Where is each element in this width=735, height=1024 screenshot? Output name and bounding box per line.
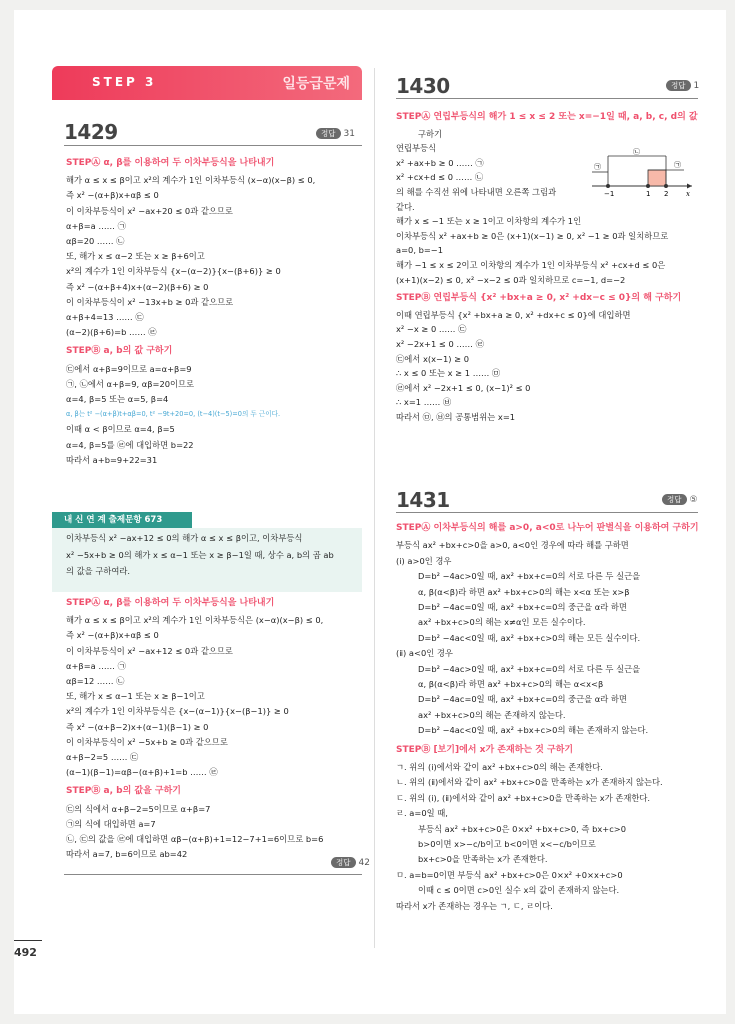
page-number-rule — [14, 940, 42, 941]
text-line: 부등식 ax² +bx+c>0을 a>0, a<0인 경우에 따라 해를 구하면 — [396, 540, 629, 551]
text-line: 즉 x² −(α+β+4)x+(α−2)(β+6) ≥ 0 — [66, 281, 209, 292]
text-line: STEPⒷ 연립부등식 {x² +bx+a ≥ 0, x² +dx−c ≤ 0}의 해 구하기 — [396, 293, 682, 304]
text-line: 따라서 a=7, b=6이므로 ab=42 — [66, 849, 188, 860]
text-line: ㄷ. 위의 (ⅰ), (ⅱ)에서와 같이 ax² +bx+c>0을 만족하는 x가 존재한다. — [396, 792, 651, 803]
text-line: 따라서 a+b=9+22=31 — [66, 454, 158, 465]
region-label: ㉡ — [633, 148, 640, 156]
text-line: STEPⒷ [보기]에서 x가 존재하는 것 구하기 — [396, 744, 574, 755]
text-line: ㉢의 식에서 α+β−2=5이므로 α+β=7 — [66, 803, 211, 814]
text-line: (x+1)(x−2) ≤ 0, x² −x−2 ≤ 0과 일치하므로 c=−1, d=−2 — [396, 274, 626, 285]
text-line: 이 이차부등식이 x² −5x+b ≥ 0과 같으므로 — [66, 736, 228, 747]
answer-badge-673: 정답 42 — [331, 857, 370, 868]
rule — [64, 145, 362, 146]
text-line: ax² +bx+c>0의 해는 x≠α인 모든 실수이다. — [418, 617, 586, 628]
region-label: ㉠ — [674, 161, 681, 169]
problem-number-1430: 1430 — [396, 74, 450, 98]
text-line: x²의 계수가 1인 이차부등식 {x−(α−2)}{x−(β+6)} ≥ 0 — [66, 266, 281, 277]
text-line: α, β는 t² −(α+β)t+αβ=0, t² −9t+20=0, (t−4)(t−5)=0의 두 근이다. — [66, 410, 281, 419]
text-line: 이 이차부등식이 x² −ax+12 ≤ 0과 같으므로 — [66, 645, 233, 656]
tick-label: −1 — [604, 190, 615, 198]
text-line: ㄴ. 위의 (ⅱ)에서와 같이 ax² +bx+c>0을 만족하는 x가 존재하지 않는다. — [396, 777, 663, 788]
text-line: 같다. — [396, 201, 415, 212]
step-label: STEP 3 — [92, 75, 157, 89]
text-line: D=b² −4ac>0일 때, ax² +bx+c=0의 서로 다른 두 실근을 — [418, 571, 641, 582]
text-line: ㉣에서 x² −2x+1 ≤ 0, (x−1)² ≤ 0 — [396, 382, 531, 393]
rule — [396, 512, 698, 513]
text-line: STEPⒶ α, β를 이용하여 두 이차부등식을 나타내기 — [66, 158, 275, 168]
text-line: α, β(α<β)라 하면 ax² +bx+c>0의 해는 x<α 또는 x>β — [418, 586, 630, 597]
text-line: 해가 α ≤ x ≤ β이고 x²의 계수가 1인 이차부등식 (x−α)(x−β) ≤ 0, — [66, 175, 316, 186]
text-line: ∴ x=1 …… ㉥ — [396, 397, 452, 408]
text-line: 의 값을 구하여라. — [66, 566, 131, 576]
text-line: b>0이면 x>−c/b이고 b<0이면 x<−c/b이므로 — [418, 839, 596, 849]
text-line: STEPⒷ a, b의 값 구하기 — [66, 346, 173, 357]
text-line: x² +ax+b ≥ 0 …… ㉠ — [396, 157, 484, 168]
text-line: αβ=20 …… ㉡ — [66, 236, 125, 246]
text-line: 해가 −1 ≤ x ≤ 2이고 이차항의 계수가 1인 이차부등식 x² +cx+d ≤ 0은 — [396, 260, 666, 270]
text-line: 또, 해가 x ≤ α−1 또는 x ≥ β−1이고 — [66, 691, 205, 702]
text-line: ㉠, ㉡에서 α+β=9, αβ=20이므로 — [66, 378, 195, 389]
page-number: 492 — [14, 946, 37, 959]
problem-number-1429: 1429 — [64, 120, 118, 144]
text-line: 해가 α ≤ x ≤ β이고 x²의 계수가 1인 이차부등식은 (x−α)(x−β) ≤ 0, — [66, 615, 324, 626]
text-line: a=0, b=−1 — [396, 245, 444, 256]
tick-label: 2 — [664, 190, 669, 198]
text-line: D=b² −4ac>0일 때, ax² +bx+c=0의 서로 다른 두 실근을 — [418, 663, 641, 674]
text-line: STEPⒶ 이차부등식의 해를 a>0, a<0로 나누어 판별식을 이용하여 구하기 — [396, 523, 699, 533]
text-line: α+β−2=5 …… ㉢ — [66, 752, 139, 762]
text-line: 즉 x² −(α+β−2)x+(α−1)(β−1) ≥ 0 — [66, 721, 209, 732]
number-line-figure — [588, 146, 696, 198]
text-line: 이차부등식 x² +ax+b ≥ 0은 (x+1)(x−1) ≥ 0, x² −1 ≥ 0과 일치하므로 — [396, 230, 669, 241]
text-line: ax² +bx+c>0의 해는 존재하지 않는다. — [418, 709, 566, 720]
text-line: 구하기 — [418, 128, 443, 139]
text-line: 따라서 x가 존재하는 경우는 ㄱ, ㄷ, ㄹ이다. — [396, 900, 553, 911]
text-line: x² −2x+1 ≤ 0 …… ㉣ — [396, 339, 484, 349]
rule — [396, 98, 698, 99]
text-line: 이 이차부등식이 x² −ax+20 ≤ 0과 같으므로 — [66, 205, 233, 216]
step3-banner — [52, 66, 362, 100]
text-line: α+β+4=13 …… ㉢ — [66, 312, 144, 322]
text-line: 이때 연립부등식 {x² +bx+a ≥ 0, x² +dx+c ≤ 0}에 대입하면 — [396, 309, 631, 320]
text-line: x² +cx+d ≤ 0 …… ㉡ — [396, 172, 484, 183]
text-line: (α−2)(β+6)=b …… ㉣ — [66, 327, 157, 338]
answer-badge-1429: 정답 31 — [316, 128, 355, 139]
text-line: ㄹ. a=0일 때, — [396, 808, 448, 819]
text-line: 이차부등식 x² −ax+12 ≤ 0의 해가 α ≤ x ≤ β이고, 이차부등식 — [66, 533, 303, 543]
rule — [64, 874, 362, 875]
text-line: 해가 x ≤ −1 또는 x ≥ 1이고 이차항의 계수가 1인 — [396, 216, 582, 227]
answer-badge-1430: 정답 1 — [666, 80, 699, 91]
text-line: STEPⒶ α, β를 이용하여 두 이차부등식을 나타내기 — [66, 598, 275, 608]
text-line: ㉢에서 x(x−1) ≥ 0 — [396, 353, 469, 364]
text-line: α=4, β=5 또는 α=5, β=4 — [66, 394, 169, 404]
text-line: x² −x ≥ 0 …… ㉢ — [396, 324, 467, 335]
text-line: D=b² −4ac<0일 때, ax² +bx+c>0의 해는 모든 실수이다. — [418, 632, 641, 643]
problem-number-1431: 1431 — [396, 488, 450, 512]
tick-label: 1 — [646, 190, 651, 198]
axis-label: x — [686, 190, 690, 198]
text-line: 이 이차부등식이 x² −13x+b ≥ 0과 같으므로 — [66, 296, 234, 307]
text-line: D=b² −4ac=0일 때, ax² +bx+c=0의 중근을 α라 하면 — [418, 694, 627, 705]
linked-problem-title: 내 신 연 계 출제문항 673 — [52, 512, 192, 528]
text-line: 따라서 ㉤, ㉥의 공통범위는 x=1 — [396, 412, 516, 422]
region-label: ㉠ — [594, 163, 601, 171]
text-line: 즉 x² −(α+β)x+αβ ≤ 0 — [66, 190, 159, 201]
column-divider — [374, 68, 375, 948]
text-line: (ⅱ) a<0인 경우 — [396, 648, 453, 659]
text-line: x² −5x+b ≥ 0의 해가 x ≤ α−1 또는 x ≥ β−1일 때, 상수 a, b의 곱 ab — [66, 549, 334, 560]
text-line: bx+c>0을 만족하는 x가 존재한다. — [418, 854, 548, 865]
text-line: ∴ x ≤ 0 또는 x ≥ 1 …… ㉤ — [396, 368, 501, 379]
text-line: α+β=a …… ㉠ — [66, 220, 126, 231]
text-line: STEPⒶ 연립부등식의 해가 1 ≤ x ≤ 2 또는 x=−1일 때, a, b, c, d의 값 — [396, 112, 698, 122]
text-line: αβ=12 …… ㉡ — [66, 676, 125, 686]
text-line: α, β(α<β)라 하면 ax² +bx+c>0의 해는 α<x<β — [418, 679, 604, 689]
text-line: 부등식 ax² +bx+c>0은 0×x² +bx+c>0, 즉 bx+c>0 — [418, 823, 626, 834]
text-line: 의 해를 수직선 위에 나타내면 오른쪽 그림과 — [396, 187, 557, 197]
text-line: ㄱ. 위의 (ⅰ)에서와 같이 ax² +bx+c>0의 해는 존재한다. — [396, 762, 603, 772]
section-title: 일등급문제 — [282, 76, 350, 92]
answer-badge-1431: 정답 ⑤ — [662, 494, 698, 505]
text-line: ㉢에서 α+β=9이므로 a=α+β=9 — [66, 363, 192, 374]
text-line: D=b² −4ac=0일 때, ax² +bx+c=0의 중근을 α라 하면 — [418, 602, 627, 612]
text-line: α+β=a …… ㉠ — [66, 660, 126, 671]
text-line: 또, 해가 x ≤ α−2 또는 x ≥ β+6이고 — [66, 251, 205, 262]
text-line: 연립부등식 — [396, 143, 437, 154]
text-line: ㉠의 식에 대입하면 a=7 — [66, 818, 156, 829]
text-line: (ⅰ) a>0인 경우 — [396, 555, 452, 566]
text-line: D=b² −4ac<0일 때, ax² +bx+c>0의 해는 존재하지 않는다. — [418, 725, 649, 736]
text-line: STEPⒷ a, b의 값을 구하기 — [66, 786, 181, 797]
text-line: x²의 계수가 1인 이차부등식은 {x−(α−1)}{x−(β−1)} ≥ 0 — [66, 706, 289, 717]
text-line: (α−1)(β−1)=αβ−(α+β)+1=b …… ㉣ — [66, 767, 218, 778]
text-line: ㉡, ㉢의 값을 ㉣에 대입하면 αβ−(α+β)+1=12−7+1=6이므로 b=6 — [66, 834, 324, 844]
text-line: α=4, β=5를 ㉣에 대입하면 b=22 — [66, 439, 194, 450]
text-line: 즉 x² −(α+β)x+αβ ≤ 0 — [66, 630, 159, 641]
text-line: 이때 α < β이므로 α=4, β=5 — [66, 424, 175, 435]
text-line: 이때 c ≤ 0이면 c>0인 실수 x의 값이 존재하지 않는다. — [418, 885, 620, 896]
text-line: ㅁ. a=b=0이면 부등식 ax² +bx+c>0은 0×x² +0×x+c>0 — [396, 869, 623, 880]
